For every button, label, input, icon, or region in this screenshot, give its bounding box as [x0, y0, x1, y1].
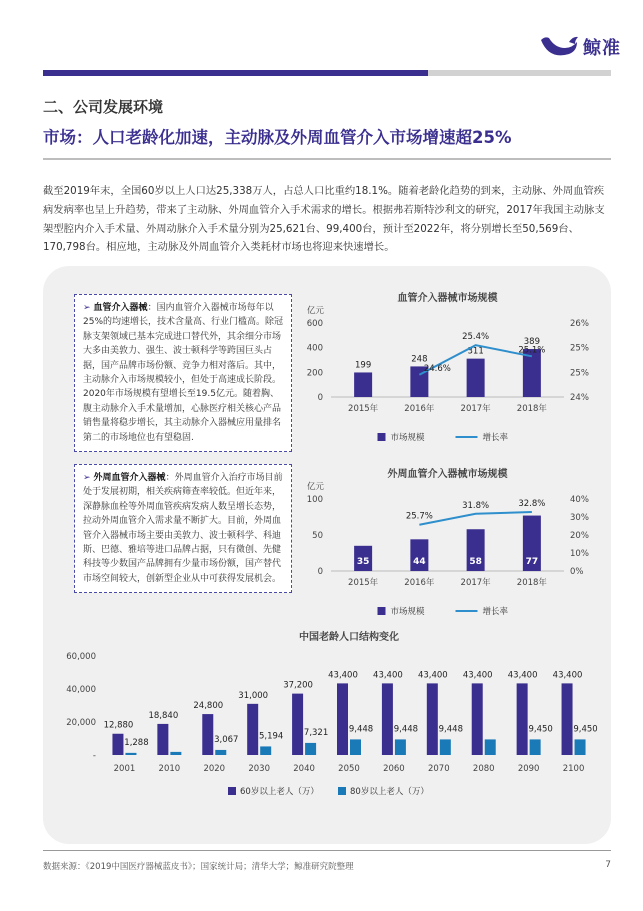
bar-60plus	[247, 704, 258, 755]
section-title: 二、公司发展环境	[43, 98, 164, 116]
x-tick-label: 2001	[113, 764, 136, 774]
growth-rate-label: 25.1%	[518, 345, 546, 356]
y-tick-label: 200	[306, 368, 323, 379]
bar-value-label: 9,448	[438, 724, 463, 735]
growth-rate-label: 25.4%	[462, 332, 490, 343]
bar-60plus	[427, 683, 438, 755]
bar-60plus	[472, 683, 483, 755]
bar-60plus	[112, 734, 123, 755]
y2-tick-label: 25%	[570, 343, 589, 354]
y-tick-label: 60,000	[66, 652, 96, 662]
page-number: 7	[605, 860, 611, 870]
chart-title: 血管介入器械市场规模	[397, 293, 498, 304]
y2-tick-label: 26%	[570, 319, 589, 329]
bar	[467, 359, 485, 397]
peripheral-market-chart	[307, 467, 589, 617]
bar-value-label: 43,400	[417, 670, 448, 681]
bar-value-label: 12,880	[103, 720, 134, 731]
bar-80plus	[260, 746, 271, 755]
legend-swatch-60plus	[228, 787, 236, 795]
bar-80plus	[125, 753, 136, 755]
box1-text: ：国内血管介入器械市场每年以25%的均速增长，技术含量高、行业门槛高。除冠脉支架领域已基本完成进口替代外，其余细分市场大多由美敦力、强生、波士顿科学等跨国巨头占据，国产品牌市场份额、竞争力相对落后。其中，主动脉介入市场规模较小，但处于高速成长阶段。2020年市场规模有望增长至19.5亿元。随着胸、腹主动脉介入手术量增加，心脉医疗相关核心产品销售量将稳步增长，其主动脉介入器械应用量排名第二的市场地位也有望稳固.	[83, 303, 284, 443]
legend-swatch-bar	[378, 433, 386, 441]
y2-tick-label: 40%	[570, 495, 589, 505]
bar-value-label: 43,400	[552, 670, 583, 681]
x-tick-label: 2020	[203, 764, 226, 774]
bar-value-label: 43,400	[462, 670, 493, 681]
legend-label: 增长率	[482, 607, 509, 617]
bar-60plus	[157, 724, 168, 755]
y-tick-label: 600	[306, 319, 323, 329]
logo-text: 鲸准	[583, 38, 621, 59]
y-axis-unit: 亿元	[307, 306, 325, 316]
bar-value-label: 9,450	[573, 724, 598, 735]
x-tick-label: 2090	[517, 764, 540, 774]
bar-value-label: 35	[356, 557, 370, 567]
bar-value-label: 311	[467, 346, 484, 357]
bar-value-label: 37,200	[283, 680, 313, 691]
x-tick-label: 2030	[248, 764, 271, 774]
bar-60plus	[517, 683, 528, 755]
y-tick-label: -	[92, 751, 96, 761]
legend-swatch-bar	[378, 607, 386, 615]
vascular-market-chart	[307, 291, 589, 443]
bar-value-label: 24,800	[193, 701, 224, 712]
y-tick-label: 0	[317, 567, 323, 577]
x-tick-label: 2018年	[516, 404, 547, 414]
x-tick-label: 2050	[338, 764, 360, 774]
legend-swatch-80plus	[338, 787, 346, 795]
bar-value-label: 389	[523, 337, 540, 348]
bar	[354, 372, 372, 397]
bar-value-label: 1,288	[124, 737, 149, 748]
bar-value-label: 58	[469, 557, 482, 567]
bar-value-label: 43,400	[507, 670, 538, 681]
growth-rate-label: 32.8%	[518, 498, 546, 509]
legend-label: 60岁以上老人（万）	[240, 787, 319, 797]
bar-60plus	[337, 683, 348, 755]
y2-tick-label: 24%	[570, 393, 589, 403]
bar-value-label: 248	[411, 354, 428, 365]
x-tick-label: 2016年	[404, 404, 435, 414]
y-tick-label: 0	[317, 393, 323, 403]
y2-tick-label: 10%	[570, 549, 589, 559]
bar-80plus	[440, 739, 451, 755]
x-tick-label: 2015年	[348, 578, 379, 588]
bar-value-label: 43,400	[373, 670, 403, 681]
bar-60plus	[562, 683, 573, 755]
x-tick-label: 2016年	[404, 578, 435, 588]
bar-60plus	[382, 683, 393, 755]
bar-80plus	[170, 752, 181, 755]
y-tick-label: 50	[312, 531, 323, 541]
y2-tick-label: 20%	[570, 531, 589, 541]
growth-rate-line	[419, 512, 532, 525]
y-axis-unit: 亿元	[307, 482, 325, 492]
headline: 市场：人口老龄化加速，主动脉及外周血管介入市场增速超25%	[43, 128, 512, 147]
aging-population-chart	[66, 630, 597, 797]
growth-rate-label: 24.6%	[423, 363, 451, 374]
bar-value-label: 199	[355, 360, 372, 371]
intro-paragraph: 截至2019年末，全国60岁以上人口达25,338万人，占总人口比重约18.1%。随着老龄化趋势的到来，主动脉、外周血管疾病发病率也呈上升趋势，带来了主动脉、外周血管介入手术需求的增长。根据弗若斯特沙利文的研究，2017年我国主动脉支架型腔内介入手术量、外周动脉介入手术量分别为25,621台、99,400台，预计至2022年，将分别增长至50,569台、170,798台。相应地，主动脉及外周血管介入类耗材市场也将迎来快速增长。	[43, 185, 605, 254]
bar-80plus	[395, 739, 406, 755]
x-tick-label: 2080	[472, 764, 495, 774]
bar-80plus	[530, 739, 541, 755]
data-source: 数据来源：《2019中国医疗器械蓝皮书》；国家统计局；清华大学；鲸准研究院整理	[43, 862, 354, 872]
legend-label: 80岁以上老人（万）	[350, 787, 429, 797]
bar-value-label: 3,067	[214, 734, 239, 745]
legend-label: 市场规模	[390, 607, 425, 617]
footer-divider	[43, 850, 611, 851]
bullet-arrow-icon: ➢	[83, 473, 91, 483]
bar-60plus	[292, 694, 303, 755]
bar-value-label: 7,321	[303, 727, 329, 738]
bar-80plus	[575, 739, 586, 755]
y-tick-label: 400	[306, 343, 323, 354]
y-tick-label: 100	[306, 495, 323, 505]
legend-label: 市场规模	[390, 433, 425, 443]
bar-value-label: 9,448	[348, 724, 374, 735]
x-tick-label: 2015年	[348, 404, 379, 414]
x-tick-label: 2017年	[460, 404, 491, 414]
growth-rate-label: 25.7%	[405, 511, 433, 522]
bar-80plus	[350, 739, 361, 755]
bar-value-label: 44	[413, 557, 426, 567]
growth-rate-label: 31.8%	[462, 500, 490, 511]
box2-heading: 外周血管介入器械	[93, 473, 166, 483]
x-tick-label: 2100	[562, 764, 585, 774]
bullet-arrow-icon: ➢	[83, 303, 91, 313]
bar-value-label: 31,000	[238, 690, 269, 701]
box1-heading: 血管介入器械	[93, 303, 148, 313]
bar-value-label: 18,840	[148, 710, 179, 721]
x-tick-label: 2040	[293, 764, 315, 774]
x-tick-label: 2070	[427, 764, 450, 774]
chart-title: 中国老龄人口结构变化	[299, 632, 399, 643]
y-tick-label: 40,000	[66, 685, 96, 695]
x-tick-label: 2060	[383, 764, 405, 774]
chart-title: 外周血管介入器械市场规模	[387, 469, 508, 480]
bar-80plus	[485, 739, 496, 755]
bar-value-label: 9,448	[393, 724, 419, 735]
bar-value-label: 43,400	[328, 670, 358, 681]
bar-value-label: 77	[525, 557, 539, 567]
x-tick-label: 2010	[158, 764, 181, 774]
bar-80plus	[305, 743, 316, 755]
y2-tick-label: 25%	[570, 368, 589, 379]
x-tick-label: 2017年	[460, 578, 491, 588]
x-tick-label: 2018年	[516, 578, 547, 588]
y-tick-label: 20,000	[66, 718, 96, 728]
bar-value-label: 5,194	[259, 731, 284, 742]
bar-80plus	[215, 750, 226, 755]
y2-tick-label: 30%	[570, 513, 589, 523]
bar-value-label: 9,450	[528, 724, 553, 735]
bar-60plus	[202, 714, 213, 755]
y2-tick-label: 0%	[570, 567, 584, 577]
box2-text: ：外周血管介入治疗市场目前处于发展初期，相关疾病筛查率较低。但近年来，深静脉血栓等外周血管疾病发病人数呈增长态势，拉动外周血管介入需求量不断扩大。目前，外周血管介入器械市场主要由美敦力、波士顿科学、科迪斯、巴德、雅培等进口品牌占据，只有微创、先健科技等少数国产品牌拥有少量市场份额，国产替代市场空间较大，创新型企业从中可获得发展机会。	[83, 473, 283, 584]
legend-label: 增长率	[482, 433, 509, 443]
